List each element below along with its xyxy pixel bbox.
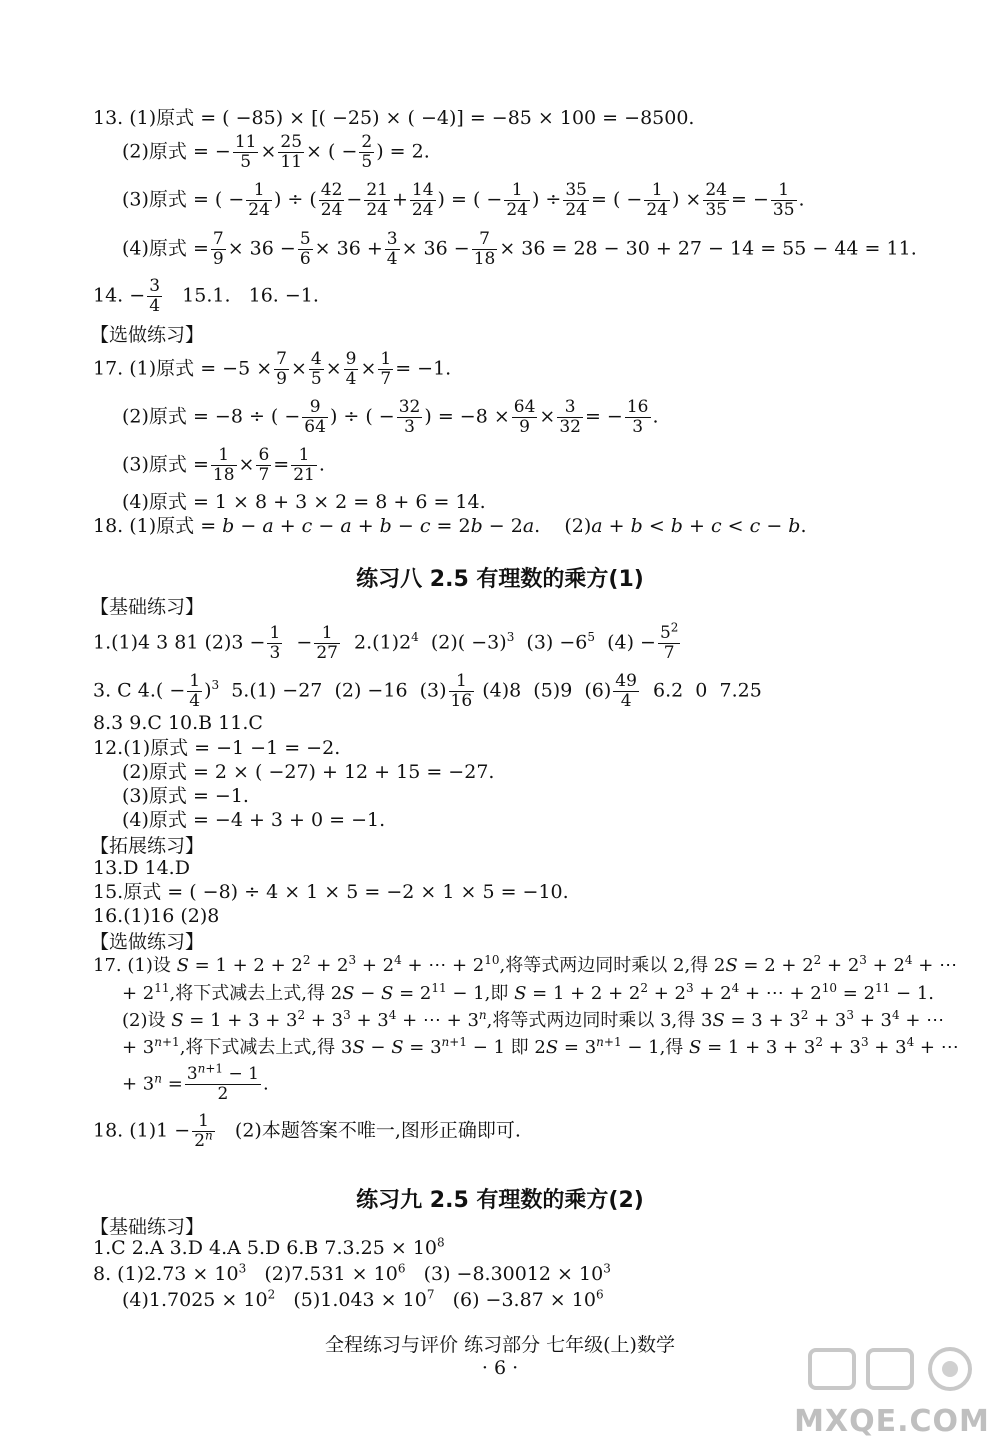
answer-13-3: (3)原式 = ( − $\frac{1}{24}$ ) ÷ ( $\frac{42}{24}$ − $\frac{21}{24}$ + $\frac{14}{24}$ ) = ( − $\frac{1}{24}$ ) ÷ $\frac{35}{24}$ = ( − $\frac{1}{24}$ ) × $\frac{24}{35}$ = − $\frac{1}{35}$ . (122, 180, 805, 220)
section-basic: 【基础练习】 (90, 596, 205, 618)
section-extend: 【拓展练习】 (90, 835, 205, 857)
answer-8-12-3: (3)原式 = −1. (122, 785, 249, 807)
answer-8-12-2: (2)原式 = 2 × ( −27) + 12 + 15 = −27. (122, 761, 495, 783)
answer-17-2: (2)原式 = −8 ÷ ( − $\frac{9}{64}$ ) ÷ ( − $\frac{32}{3}$ ) = −8 × $\frac{64}{9}$ × $\frac{3}{32}$ = − $\frac{16}{3}$ . (122, 397, 659, 437)
watermark-logo (792, 1344, 992, 1439)
answer-8-17-2a: (2)设 $S = 1 + 3 + 3^2 + 3^3 + 3^4$ + ⋯ + $3^n$,将等式两边同时乘以 3,得 $3S = 3 + 3^2 + 3^3 + 3^4$ + ⋯ (122, 1008, 945, 1031)
answer-8-13-14: 13.D 14.D (93, 857, 190, 879)
answer-17-4: (4)原式 = 1 × 8 + 3 × 2 = 8 + 6 = 14. (122, 491, 486, 513)
answer-8-17-1b: + $2^{11}$,将下式减去上式,得 $2S - S = 2^{11} - 1$,即 $S = 1 + 2 + 2^2 + 2^3 + 2^4$ + ⋯ + $2^{10} = 2^{11} - 1$. (122, 981, 935, 1004)
watermark-text: MXQE.COM (794, 1404, 990, 1439)
answer-8-12-4: (4)原式 = −4 + 3 + 0 = −1. (122, 809, 386, 831)
answer-13-4: (4)原式 = $\frac{7}{9}$ × 36 − $\frac{5}{6}$ × 36 + $\frac{3}{4}$ × 36 − $\frac{7}{18}$ × 36 = 28 − 30 + 27 − 14 = 55 − 44 = 11. (122, 229, 917, 269)
answer-8-17-1a: 17. (1)设 $S = 1 + 2 + 2^2 + 2^3 + 2^4$ + ⋯ + $2^{10}$,将等式两边同时乘以 2,得 $2S = 2 + 2^2 + 2^3 + 2^4$ + ⋯ (93, 953, 958, 976)
answer-8-12-1: 12.(1)原式 = −1 −1 = −2. (93, 737, 341, 759)
answer-8-3-7: 3. C 4.( − $\frac{1}{4}$ )$^3$ 5.(1) −27 (2) −16 (3) $\frac{1}{16}$ (4)8 (5)9 (6) $\frac{49}{4}$ 6.2 0 7.25 (93, 671, 762, 711)
answer-13-2: (2)原式 = − $\frac{11}{5}$ × $\frac{25}{11}$ × ( − $\frac{2}{5}$ ) = 2. (122, 132, 430, 172)
answer-8-17-2b: + $3^{n+1}$,将下式减去上式,得 $3S - S = 3^{n+1} - 1$ 即 $2S = 3^{n+1} - 1$,得 $S = 1 + 3 + 3^2 + 3^3 + 3^4$ + ⋯ (122, 1035, 959, 1058)
section-basic-2: 【基础练习】 (90, 1216, 205, 1238)
answer-9-8a: 8. $(1)2.73 \times 10^3$ $(2)7.531 \times 10^6$ $(3) -8.30012 \times 10^3$ (93, 1261, 611, 1285)
answer-13-1: 13. (1)原式 = ( −85) × [( −25) × ( −4)] = −85 × 100 = −8500. (93, 107, 695, 129)
answer-8-16: 16.(1)16 (2)8 (93, 905, 220, 927)
answer-17-3: (3)原式 = $\frac{1}{18}$ × $\frac{6}{7}$ = $\frac{1}{21}$ . (122, 445, 325, 485)
page-number: · 6 · (481, 1357, 519, 1379)
watermark-logo-icon (802, 1344, 982, 1394)
answer-8-8-11: 8.3 9.C 10.B 11.C (93, 712, 263, 734)
answer-9-8b: $(4)1.7025 \times 10^2$ $(5)1.043 \times 10^7$ $(6) -3.87 \times 10^6$ (122, 1287, 604, 1311)
answer-18: 18. (1)原式 = b − a + c − a + b − c = 2b − 2a. (2)a + b < b + c < c − b. (93, 515, 807, 537)
heading-exercise-9: 练习九 2.5 有理数的乘方(2) (356, 1188, 644, 1213)
answer-14-16: 14. − $\frac{3}{4}$ 15.1. 16. −1. (93, 276, 319, 316)
answer-8-15: 15.原式 = ( −8) ÷ 4 × 1 × 5 = −2 × 1 × 5 = −10. (93, 881, 569, 903)
answer-8-1-2: 1.(1)4 3 81 (2)3 − $\frac{1}{3}$ − $\frac{1}{27}$ $2.(1)2^4$ $(2)( -3)^3$ $(3) -6^5$ (4) − $\frac{5^2}{7}$ (93, 620, 679, 663)
answer-8-17-2c: + $3^n$ = $\frac{3^{n+1} - 1}{2}$ . (122, 1061, 269, 1104)
answer-17-1: 17. (1)原式 = −5 × $\frac{7}{9}$ × $\frac{4}{5}$ × $\frac{9}{4}$ × $\frac{1}{7}$ = −1. (93, 349, 452, 389)
answer-9-1-7: 1.C 2.A 3.D 4.A 5.D 6.B $7.3.25 \times 10^8$ (93, 1235, 445, 1259)
answer-8-18: 18. (1)1 − $\frac{1}{2^n}$ (2)本题答案不唯一,图形正确即可. (93, 1111, 521, 1151)
heading-exercise-8: 练习八 2.5 有理数的乘方(1) (356, 567, 644, 592)
section-optional: 【选做练习】 (90, 324, 205, 346)
footer-title: 全程练习与评价 练习部分 七年级(上)数学 (325, 1334, 675, 1356)
section-optional-2: 【选做练习】 (90, 931, 205, 953)
